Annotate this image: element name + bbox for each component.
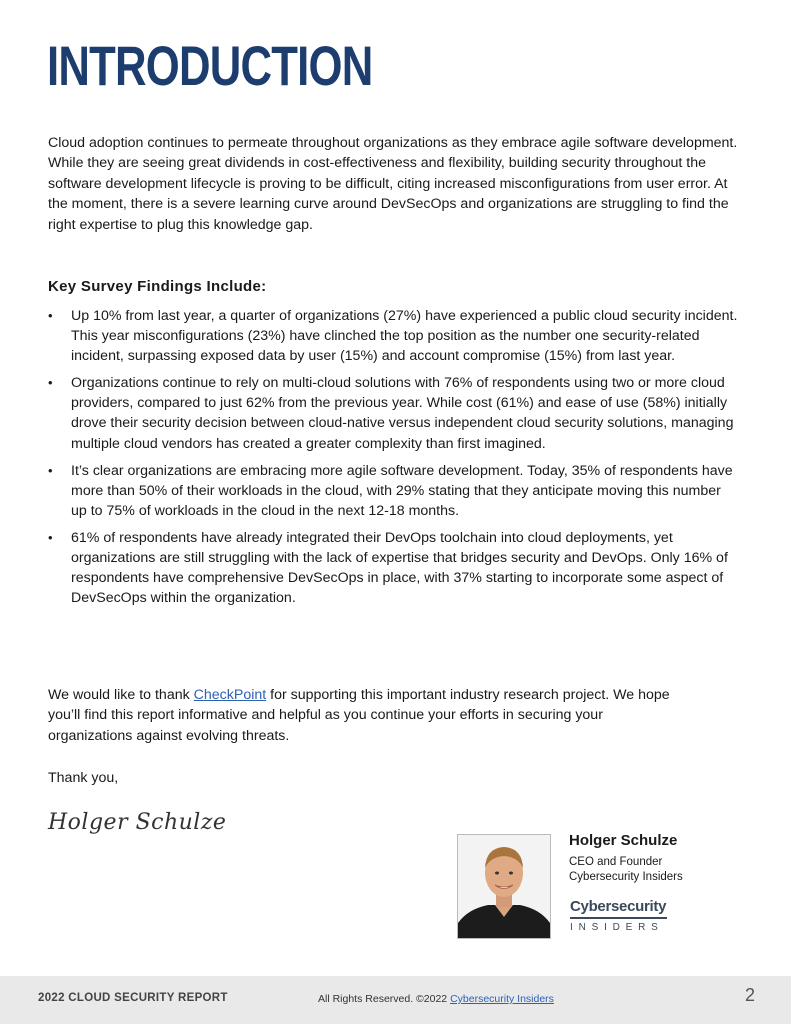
- thanks-text: Thank you,: [48, 770, 119, 786]
- page-number: 2: [745, 985, 756, 1005]
- list-item: [48, 306, 740, 366]
- copyright-text: All Rights Reserved. ©2022: [318, 993, 451, 1005]
- finding-text: Up 10% from last year, a quarter of organizations (27%) have experienced a public cloud security incident. This year misconfigurations (23%) have clinched the top position as the number one security-related incident, surpassing exposed data by user (15%) and account compromise (15%) from last year.: [71, 308, 738, 365]
- bullet-icon: •: [48, 529, 53, 545]
- intro-paragraph: Cloud adoption continues to permeate throughout organizations as they embrace agile software development. While they are seeing great dividends in cost-effectiveness and flexibility, building security throughout the software development lifecycle is proving to be difficult, citing increased misconfigurations from user error. At the moment, there is a severe learning curve around DevSecOps and organizations are struggling to find the right expertise to plug this knowledge gap.: [48, 135, 738, 233]
- finding-text: Organizations continue to rely on multi-cloud solutions with 76% of respondents using two or more cloud providers, compared to just 62% from the previous year. While cost (61%) and ease of use (58%) initially drove their security decision between cloud-native versus independent cloud security solutions, managing multiple cloud vendors has created a greater complexity than first imagined.: [71, 375, 734, 452]
- author-title: CEO and Founder: [569, 856, 663, 868]
- footer-copyright: [318, 993, 554, 1005]
- bullet-icon: •: [48, 375, 53, 391]
- footer-report-title: 2022 CLOUD SECURITY REPORT: [38, 992, 228, 1004]
- finding-text: It’s clear organizations are embracing more agile software development. Today, 35% of respondents have more than 50% of their workloads in the cloud, with 29% stating that they anticipate moving this number up to 75% of workloads in the cloud in the next 12-18 months.: [71, 462, 733, 519]
- author-name: Holger Schulze: [569, 832, 678, 849]
- author-photo: [457, 834, 551, 939]
- logo-sub-text: INSIDERS: [570, 917, 667, 933]
- list-item: [48, 528, 740, 608]
- author-role: [569, 855, 683, 885]
- author-company: Cybersecurity Insiders: [569, 871, 683, 883]
- page-title: INTRODUCTION: [47, 34, 373, 97]
- findings-heading: Key Survey Findings Include:: [48, 278, 267, 295]
- finding-text: 61% of respondents have already integrated their DevOps toolchain into cloud deployments, yet organizations are still struggling with the lack of expertise that bridges security and DevOps. Only 16% of respondents have comprehensive DevSecOps in place, with 37% starting to incorporate some aspect of DevSecOps within the organization.: [71, 529, 728, 607]
- closing-text-end: for supporting this important industry research project. We hope you’ll find this report informative and helpful as you continue your efforts in securing your organizations against evolving threats.: [48, 687, 670, 744]
- list-item: [48, 461, 740, 521]
- person-portrait-icon: [458, 835, 550, 938]
- signature: Holger Schulze: [48, 810, 227, 835]
- list-item: [48, 373, 740, 453]
- footer-company-link[interactable]: Cybersecurity Insiders: [450, 993, 554, 1005]
- bullet-icon: •: [48, 462, 53, 478]
- checkpoint-link[interactable]: CheckPoint: [193, 687, 267, 703]
- closing-text-start: We would like to thank: [48, 687, 194, 703]
- logo-main-text: Cybersecurity: [570, 898, 667, 915]
- closing-paragraph: [48, 685, 688, 746]
- bullet-icon: •: [48, 308, 53, 323]
- findings-list: [48, 306, 740, 615]
- cybersecurity-insiders-logo: [570, 898, 680, 933]
- page-footer: [0, 976, 791, 1024]
